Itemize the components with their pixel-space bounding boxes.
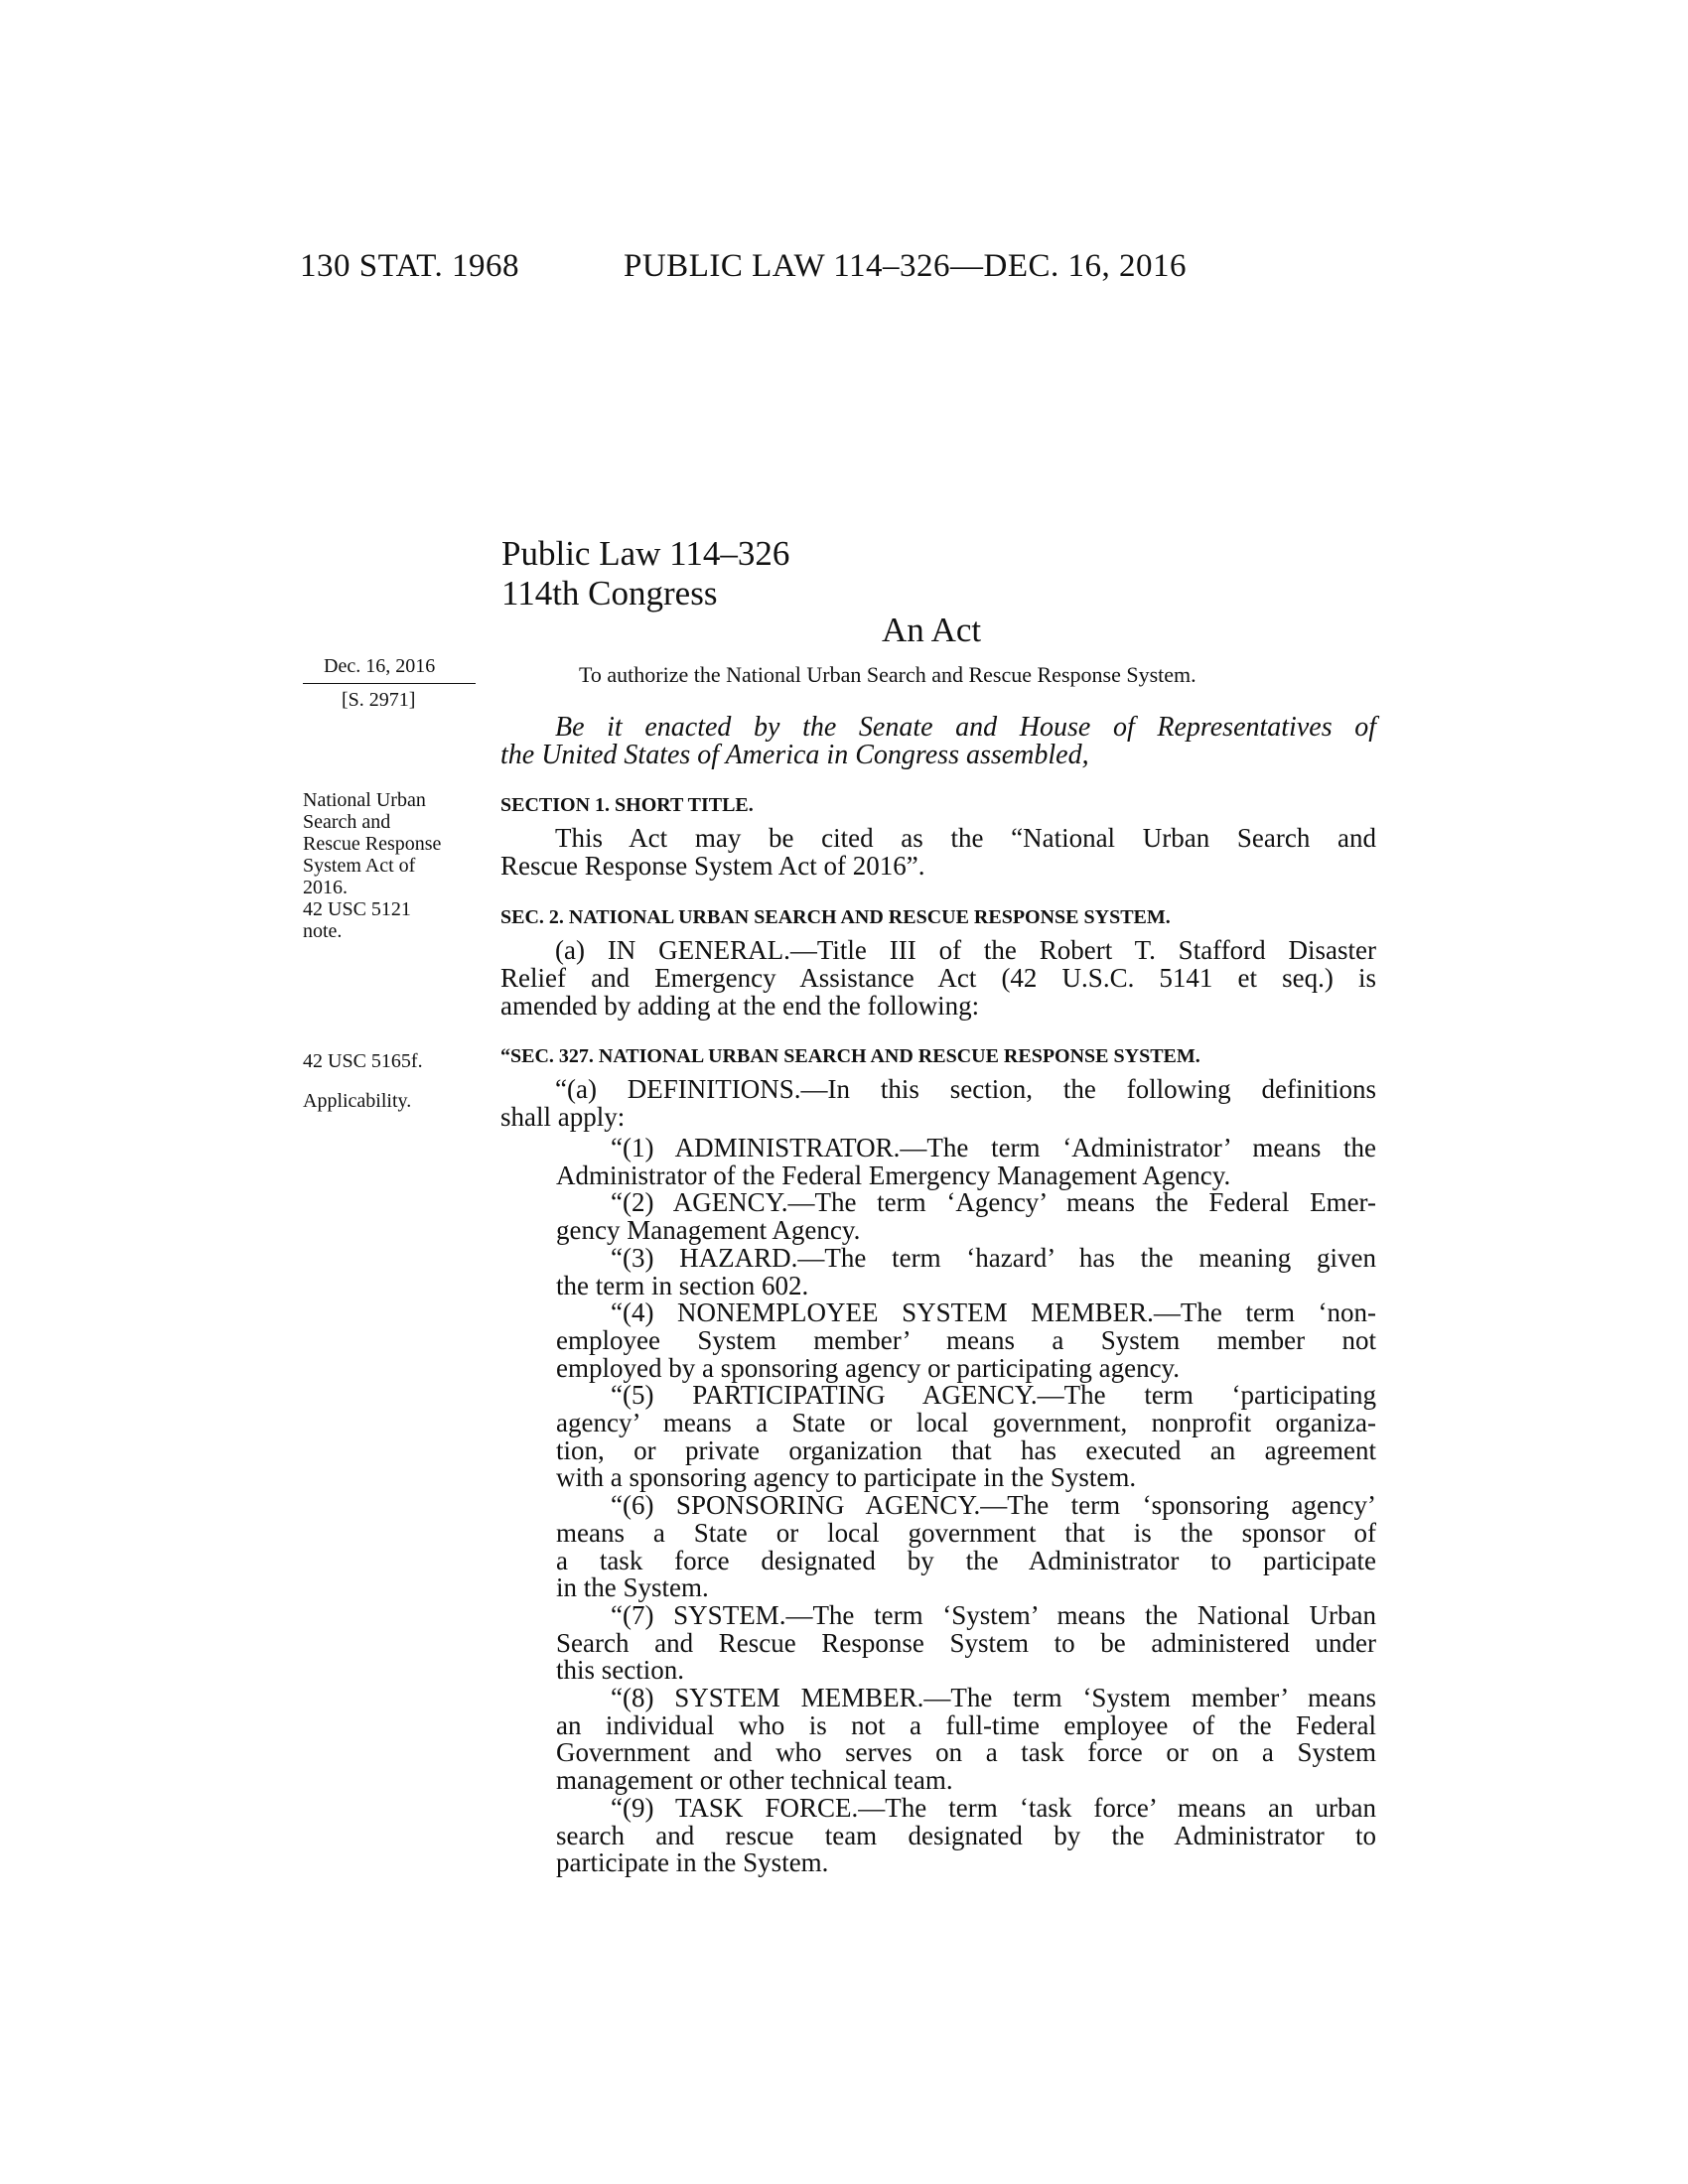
definition-5-participating-agency xyxy=(556,1382,1376,1492)
text-line: Be it enacted by the Senate and House of Representatives of xyxy=(555,712,1376,743)
text-line: Government and who serves on a task force or on a System xyxy=(556,1737,1376,1768)
text-line: This Act may be cited as the “National Urban Search and xyxy=(555,823,1376,853)
margin-note-line: System Act of xyxy=(303,855,416,877)
margin-note-line: note. xyxy=(303,920,343,942)
text-line: Search and Rescue Response System to be administered under xyxy=(556,1627,1376,1658)
text-line: “(a) DEFINITIONS.—In this section, the following definitions xyxy=(555,1074,1376,1104)
definition-2-agency xyxy=(556,1189,1376,1244)
text-line: search and rescue team designated by the Administrator to xyxy=(556,1820,1376,1850)
subsection-a-definitions xyxy=(500,1075,1376,1131)
text-line: Rescue Response System Act of 2016”. xyxy=(500,851,925,881)
text-line: (a) IN GENERAL.—Title III of the Robert T. Stafford Disaster xyxy=(555,935,1376,965)
text-line: “(4) NONEMPLOYEE SYSTEM MEMBER.—The term ‘non- xyxy=(611,1297,1376,1328)
text-line: employed by a sponsoring agency or participating agency. xyxy=(556,1352,1181,1383)
margin-usc-citation: 42 USC 5165f. xyxy=(303,1050,423,1072)
long-title: To authorize the National Urban Search and Rescue Response System. xyxy=(579,662,1196,687)
margin-note-line: 42 USC 5121 xyxy=(303,898,411,920)
margin-date-note: Dec. 16, 2016 xyxy=(324,655,436,677)
margin-note-line: National Urban xyxy=(303,789,426,811)
section-2-heading: SEC. 2. NATIONAL URBAN SEARCH AND RESCUE RESPONSE SYSTEM. xyxy=(500,906,1171,928)
text-line: with a sponsoring agency to participate in the System. xyxy=(556,1462,1137,1493)
definition-1-administrator xyxy=(556,1135,1376,1189)
definition-4-nonemployee-system-member xyxy=(556,1299,1376,1382)
text-line: in the System. xyxy=(556,1572,709,1603)
text-line: “(5) PARTICIPATING AGENCY.—The term ‘participating xyxy=(611,1380,1376,1411)
text-line: gency Management Agency. xyxy=(556,1215,861,1246)
enacting-clause xyxy=(500,714,1376,769)
section-1-heading: SECTION 1. SHORT TITLE. xyxy=(500,794,754,816)
congress-label: 114th Congress xyxy=(501,574,718,613)
text-line: tion, or private organization that has executed an agreement xyxy=(556,1434,1376,1465)
definitions-list xyxy=(556,1135,1376,1877)
section-2-body xyxy=(500,936,1376,1020)
text-line: “(1) ADMINISTRATOR.—The term ‘Administrator’ means the xyxy=(611,1133,1376,1162)
text-line: this section. xyxy=(556,1655,684,1686)
stat-page-number: 130 STAT. 1968 xyxy=(300,248,520,284)
text-line: agency’ means a State or local government, nonprofit organiza- xyxy=(556,1408,1376,1438)
margin-short-title-note xyxy=(303,789,482,942)
section-327-heading: “SEC. 327. NATIONAL URBAN SEARCH AND RESCUE RESPONSE SYSTEM. xyxy=(500,1045,1200,1067)
text-line: “(6) SPONSORING AGENCY.—The term ‘sponsoring agency’ xyxy=(611,1490,1376,1521)
text-line: “(8) SYSTEM MEMBER.—The term ‘System member’ means xyxy=(611,1683,1376,1713)
margin-note-divider xyxy=(303,683,476,684)
text-line: “(9) TASK FORCE.—The term ‘task force’ means an urban xyxy=(611,1792,1376,1823)
section-1-body xyxy=(500,824,1376,880)
margin-note-line: 2016. xyxy=(303,877,348,898)
text-line: employee System member’ means a System member not xyxy=(556,1324,1376,1355)
text-line: “(2) AGENCY.—The term ‘Agency’ means the Federal Emer- xyxy=(611,1187,1376,1218)
public-law-title: Public Law 114–326 xyxy=(501,534,790,573)
text-line: an individual who is not a full-time employee of the Federal xyxy=(556,1709,1376,1740)
text-line: means a State or local government that is the sponsor of xyxy=(556,1517,1376,1548)
text-line: a task force designated by the Administrator to participate xyxy=(556,1545,1376,1575)
definition-6-sponsoring-agency xyxy=(556,1492,1376,1602)
definition-3-hazard xyxy=(556,1242,1376,1300)
margin-bill-number: [S. 2971] xyxy=(342,689,416,711)
definition-8-system-member xyxy=(556,1685,1376,1795)
margin-note-line: Search and xyxy=(303,811,391,833)
text-line: Administrator of the Federal Emergency Management Agency. xyxy=(556,1160,1231,1190)
text-line: participate in the System. xyxy=(556,1847,829,1878)
text-line: the term in section 602. xyxy=(556,1270,809,1300)
margin-applicability-note: Applicability. xyxy=(303,1090,412,1112)
text-line: amended by adding at the end the following: xyxy=(500,991,980,1021)
text-line: “(7) SYSTEM.—The term ‘System’ means the National Urban xyxy=(611,1599,1376,1630)
text-line: shall apply: xyxy=(500,1102,626,1132)
definition-9-task-force xyxy=(556,1792,1376,1878)
text-line: the United States of America in Congress assembled, xyxy=(500,740,1089,770)
text-line: Relief and Emergency Assistance Act (42 U.S.C. 5141 et seq.) is xyxy=(500,963,1376,993)
text-line: “(3) HAZARD.—The term ‘hazard’ has the meaning given xyxy=(611,1242,1376,1273)
an-act-heading: An Act xyxy=(882,611,982,649)
margin-note-line: Rescue Response xyxy=(303,833,442,855)
text-line: management or other technical team. xyxy=(556,1765,953,1796)
running-head-law-date: PUBLIC LAW 114–326—DEC. 16, 2016 xyxy=(624,248,1188,284)
definition-7-system xyxy=(556,1599,1376,1686)
